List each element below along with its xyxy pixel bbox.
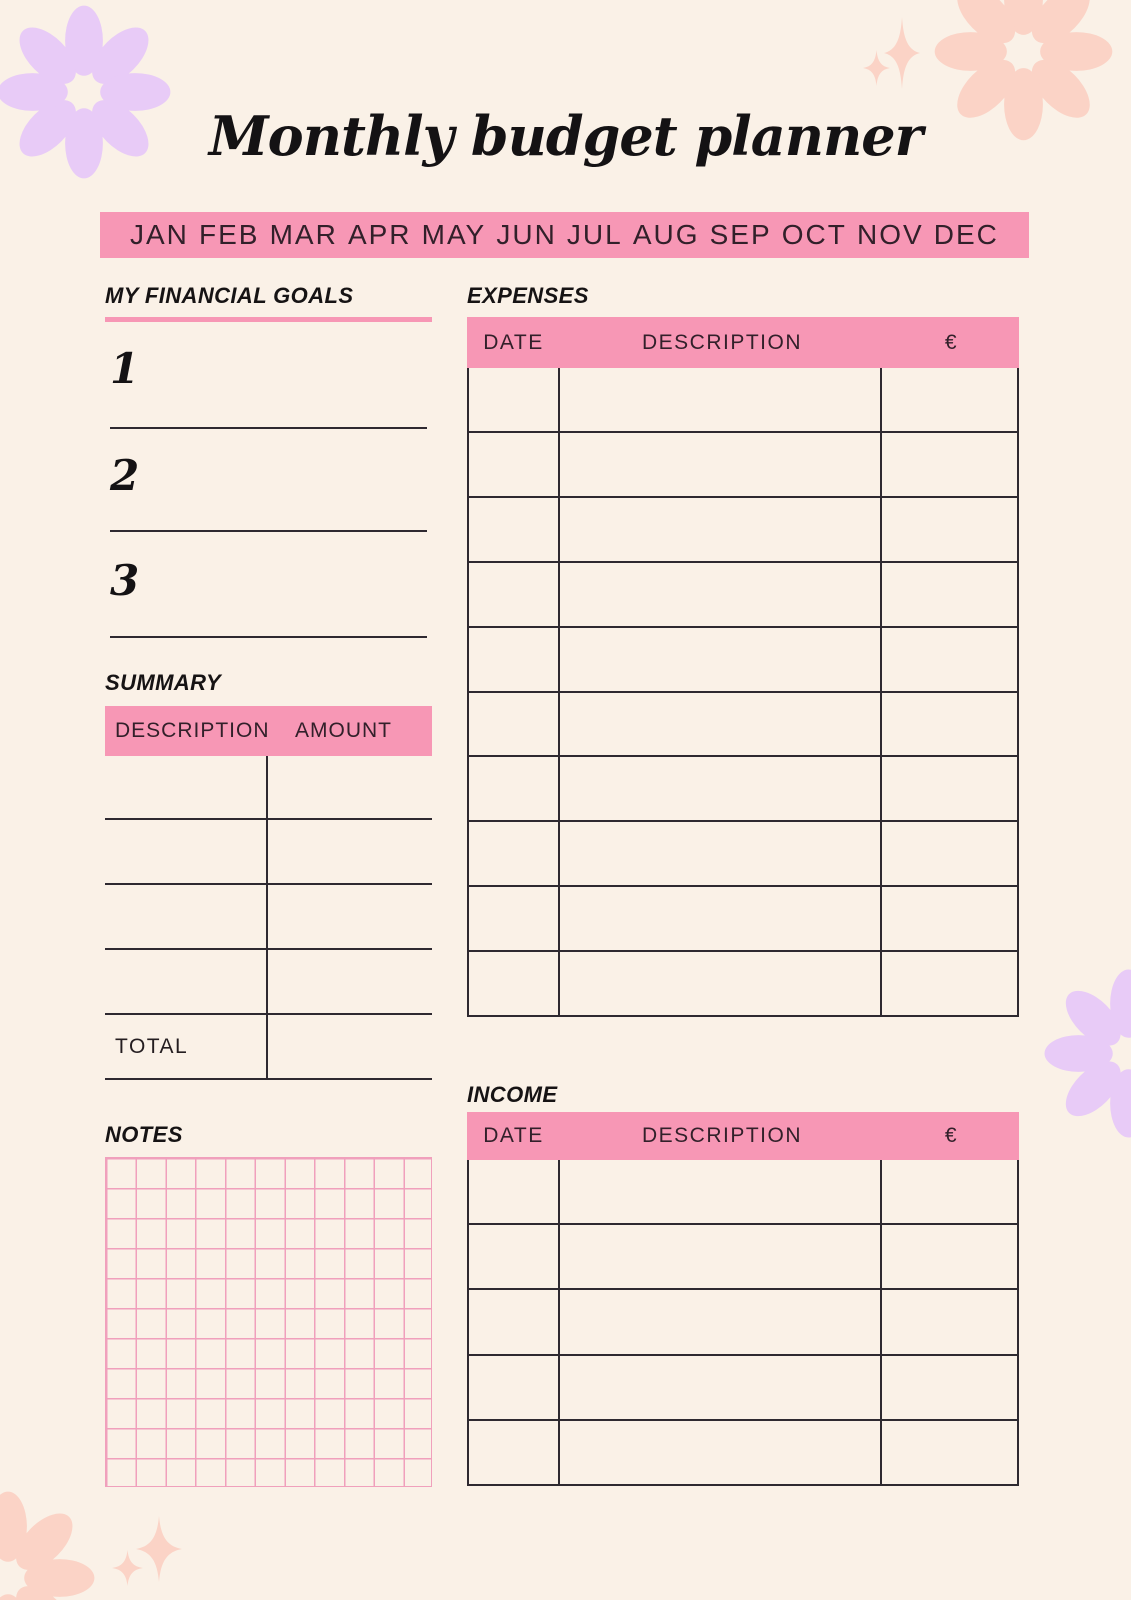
income-row [469, 1356, 1017, 1421]
flower-right-icon [1041, 966, 1131, 1141]
goal-number-1: 1 [110, 344, 140, 393]
income-amount-cell[interactable] [882, 1160, 1017, 1223]
sparkle-top-right-small-icon [863, 50, 890, 86]
expense-date-cell[interactable] [469, 693, 560, 756]
income-description-cell[interactable] [560, 1356, 882, 1419]
income-row [469, 1225, 1017, 1290]
expense-amount-cell[interactable] [882, 693, 1017, 756]
expense-description-cell[interactable] [560, 498, 882, 561]
income-col-euro: € [944, 1124, 959, 1147]
expense-date-cell[interactable] [469, 822, 560, 885]
expense-amount-cell[interactable] [882, 628, 1017, 691]
expense-row [469, 498, 1017, 563]
goal-line-3[interactable] [110, 636, 427, 638]
expenses-table [467, 368, 1019, 1017]
expense-amount-cell[interactable] [882, 952, 1017, 1015]
income-table [467, 1160, 1019, 1486]
summary-row[interactable] [105, 820, 432, 885]
expense-date-cell[interactable] [469, 887, 560, 950]
expense-date-cell[interactable] [469, 757, 560, 820]
goals-heading: MY FINANCIAL GOALS [105, 283, 354, 308]
expense-description-cell[interactable] [560, 693, 882, 756]
expense-amount-cell[interactable] [882, 887, 1017, 950]
summary-divider [266, 756, 268, 1080]
summary-heading: SUMMARY [105, 670, 222, 695]
months-bar [100, 212, 1029, 258]
summary-col-description: DESCRIPTION [115, 719, 270, 742]
expense-amount-cell[interactable] [882, 433, 1017, 496]
expense-description-cell[interactable] [560, 757, 882, 820]
expense-description-cell[interactable] [560, 628, 882, 691]
month-jun[interactable]: JUN [496, 219, 557, 250]
summary-col-amount: AMOUNT [295, 719, 392, 742]
income-heading: INCOME [467, 1082, 558, 1107]
expense-row [469, 433, 1017, 498]
income-date-cell[interactable] [469, 1356, 560, 1419]
expense-amount-cell[interactable] [882, 757, 1017, 820]
expense-amount-cell[interactable] [882, 498, 1017, 561]
summary-row[interactable] [105, 950, 432, 1015]
flower-bottom-left-icon [0, 1488, 98, 1600]
month-may[interactable]: MAY [421, 219, 487, 250]
expense-row [469, 563, 1017, 628]
summary-row[interactable] [105, 756, 432, 820]
income-description-cell[interactable] [560, 1225, 882, 1288]
month-apr[interactable]: APR [347, 219, 412, 250]
income-amount-cell[interactable] [882, 1225, 1017, 1288]
month-aug[interactable]: AUG [632, 219, 700, 250]
income-row [469, 1290, 1017, 1355]
notes-heading: NOTES [105, 1122, 183, 1147]
income-amount-cell[interactable] [882, 1290, 1017, 1353]
expense-description-cell[interactable] [560, 368, 882, 431]
income-date-cell[interactable] [469, 1225, 560, 1288]
income-col-description: DESCRIPTION [641, 1124, 802, 1147]
expense-date-cell[interactable] [469, 498, 560, 561]
summary-header-bar [105, 706, 432, 756]
month-dec[interactable]: DEC [933, 219, 999, 250]
expense-date-cell[interactable] [469, 952, 560, 1015]
sparkle-bottom-left-small-icon [112, 1550, 143, 1586]
month-nov[interactable]: NOV [856, 219, 924, 250]
income-description-cell[interactable] [560, 1421, 882, 1484]
expense-description-cell[interactable] [560, 952, 882, 1015]
month-mar[interactable]: MAR [269, 219, 338, 250]
income-row [469, 1421, 1017, 1484]
expense-row [469, 952, 1017, 1015]
month-oct[interactable]: OCT [781, 219, 847, 250]
summary-total-row[interactable] [105, 1015, 432, 1080]
month-jan[interactable]: JAN [130, 219, 189, 250]
expense-date-cell[interactable] [469, 628, 560, 691]
income-amount-cell[interactable] [882, 1421, 1017, 1484]
expenses-col-date: DATE [483, 330, 544, 354]
expense-row [469, 757, 1017, 822]
goal-number-3: 3 [110, 556, 140, 605]
expense-amount-cell[interactable] [882, 368, 1017, 431]
income-date-cell[interactable] [469, 1160, 560, 1223]
sparkle-top-right-icon [884, 17, 920, 89]
income-date-cell[interactable] [469, 1290, 560, 1353]
summary-row[interactable] [105, 885, 432, 950]
income-description-cell[interactable] [560, 1160, 882, 1223]
month-feb[interactable]: FEB [199, 219, 260, 250]
summary-total-label: TOTAL [115, 1035, 189, 1058]
expense-date-cell[interactable] [469, 433, 560, 496]
expense-description-cell[interactable] [560, 822, 882, 885]
expense-row [469, 822, 1017, 887]
income-header-bar [467, 1112, 1019, 1160]
expense-amount-cell[interactable] [882, 822, 1017, 885]
expense-row [469, 628, 1017, 693]
income-row [469, 1160, 1017, 1225]
income-amount-cell[interactable] [882, 1356, 1017, 1419]
goals-underline [105, 317, 432, 322]
summary-table [105, 756, 432, 1080]
expenses-col-euro: € [944, 330, 959, 354]
expense-row [469, 368, 1017, 433]
expenses-header-bar [467, 317, 1019, 368]
expense-date-cell[interactable] [469, 368, 560, 431]
goal-line-1[interactable] [110, 427, 427, 429]
expenses-col-description: DESCRIPTION [641, 330, 802, 354]
goal-number-2: 2 [110, 451, 140, 500]
expense-description-cell[interactable] [560, 887, 882, 950]
expense-description-cell[interactable] [560, 433, 882, 496]
expenses-heading: EXPENSES [467, 283, 589, 308]
page-title: Monthly budget planner [208, 104, 923, 168]
month-jul[interactable]: JUL [566, 219, 623, 250]
notes-grid[interactable] [105, 1157, 432, 1487]
income-col-date: DATE [483, 1124, 544, 1147]
expense-description-cell[interactable] [560, 563, 882, 626]
expense-amount-cell[interactable] [882, 563, 1017, 626]
expense-row [469, 887, 1017, 952]
sparkle-bottom-left-icon [136, 1516, 182, 1582]
income-date-cell[interactable] [469, 1421, 560, 1484]
expense-date-cell[interactable] [469, 563, 560, 626]
goal-line-2[interactable] [110, 530, 427, 532]
month-sep[interactable]: SEP [709, 219, 772, 250]
income-description-cell[interactable] [560, 1290, 882, 1353]
expense-row [469, 693, 1017, 758]
